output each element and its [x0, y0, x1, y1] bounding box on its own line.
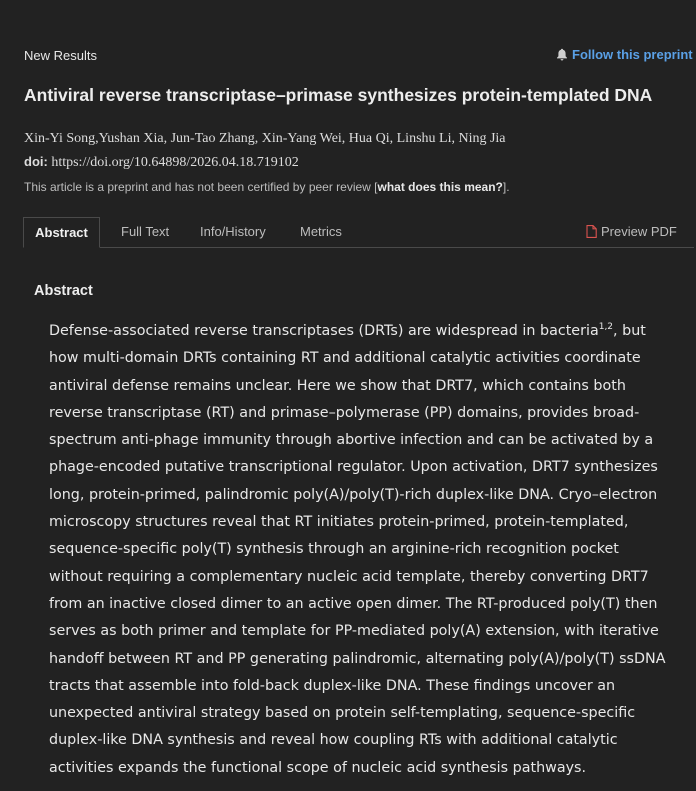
abstract-line: reverse transcriptase (RT) and primase–polymerase (PP) domains, provides broad- — [49, 404, 640, 421]
what-does-this-mean-link[interactable]: what does this mean? — [377, 180, 503, 194]
abstract-heading: Abstract — [34, 283, 93, 299]
abstract-line: tracts that assemble into fold-back duplex-like DNA. These findings uncover an — [49, 677, 616, 694]
article-title: Antiviral reverse transcriptase–primase synthesizes protein-templated DNA — [24, 85, 653, 105]
doi-link[interactable]: https://doi.org/10.64898/2026.04.18.719102 — [51, 155, 299, 170]
article-tabs — [23, 217, 694, 248]
citation-superscript[interactable]: 1,2 — [598, 322, 614, 332]
abstract-line: handoff between RT and PP generating palindromic, alternating poly(A)/poly(T) ssDNA — [49, 650, 666, 667]
tab-info-history[interactable]: Info/History — [200, 224, 266, 239]
bell-icon — [556, 48, 568, 61]
abstract-line: how multi-domain DRTs containing RT and additional catalytic activities coordinate — [49, 350, 641, 367]
abstract-line: activities expands the functional scope of nucleic acid synthesis pathways. — [49, 759, 587, 776]
abstract-line: from an inactive closed dimer to an active open dimer. The RT-produced poly(T) then — [49, 595, 658, 612]
abstract-line: spectrum anti-phage immunity through abortive infection and can be activated by a — [49, 432, 654, 449]
follow-preprint-button[interactable] — [556, 47, 693, 62]
abstract-line: without requiring a complementary nucleic acid template, thereby converting DRT7 — [49, 568, 649, 585]
abstract-line: microscopy structures reveal that RT initiates protein-primed, protein-templated, — [49, 514, 629, 531]
preview-pdf-label: Preview PDF — [601, 224, 677, 239]
author-list: Xin-Yi Song,Yushan Xia, Jun-Tao Zhang, Xin-Yang Wei, Hua Qi, Linshu Li, Ning Jia — [24, 131, 506, 146]
abstract-line: antiviral defense remains unclear. Here we show that DRT7, which contains both — [49, 377, 626, 394]
section-label: New Results — [24, 48, 97, 63]
tab-abstract[interactable]: Abstract — [23, 217, 100, 248]
preview-pdf-link[interactable] — [586, 217, 677, 246]
pdf-file-icon — [586, 225, 597, 238]
doi-label: doi: — [24, 154, 48, 169]
tab-full-text[interactable]: Full Text — [121, 224, 170, 239]
abstract-line: unexpected antiviral strategy based on protein self-templating, sequence-specific — [49, 705, 636, 722]
notice-end: ]. — [502, 180, 510, 194]
peer-review-notice — [24, 180, 510, 194]
abstract-line — [49, 318, 679, 345]
doi-line — [24, 154, 299, 171]
abstract-line: phage-encoded putative transcriptional regulator. Upon activation, DRT7 synthesizes — [49, 459, 658, 476]
abstract-text — [49, 318, 679, 782]
abstract-line-text: Defense-associated reverse transcriptases (DRTs) are widespread in bacteria — [49, 323, 599, 339]
abstract-line: long, protein-primed, palindromic poly(A)/poly(T)-rich duplex-like DNA. Cryo–electron — [49, 486, 658, 503]
abstract-line-text: , but — [613, 323, 646, 339]
tab-metrics[interactable]: Metrics — [300, 224, 342, 239]
notice-text: This article is a preprint and has not been certified by peer review [ — [24, 180, 378, 194]
abstract-line: sequence-specific poly(T) synthesis through an arginine-rich recognition pocket — [49, 541, 619, 558]
abstract-line: serves as both primer and template for PP-mediated poly(A) extension, with iterative — [49, 623, 659, 640]
abstract-line: duplex-like DNA synthesis and reveal how coupling RTs with additional catalytic — [49, 732, 618, 749]
follow-preprint-label: Follow this preprint — [572, 47, 693, 62]
